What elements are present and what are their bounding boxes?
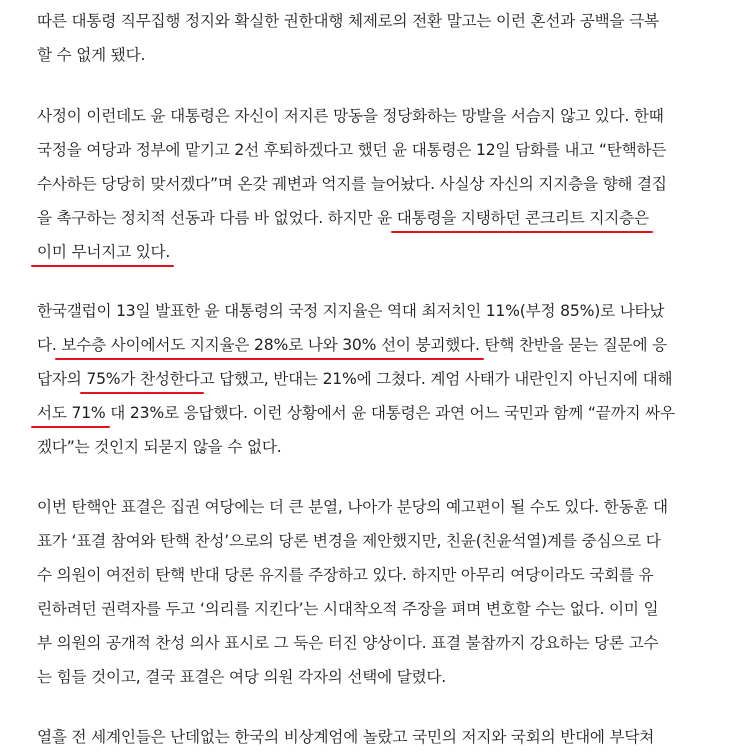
text-line (37, 396, 675, 430)
text-line: 따른 대통령 직무집행 정지와 확실한 권한대행 체제로의 전환 말고는 이런 혼선과 공백을 극복 (37, 12, 659, 30)
red-underlined-highlight: 보수층 사이에서도 지지율은 28%로 나와 30% 선이 붕괴했다. (61, 336, 480, 354)
text-line: 표가 ‘표결 참여와 탄핵 찬성’으로의 당론 변경을 제안했지만, 친윤(친윤석열)계를 중심으로 다 (37, 532, 661, 550)
text-line: 수사하든 당당히 맞서겠다”며 온갖 궤변과 억지를 늘어놨다. 사실상 자신의 지지층을 향해 결집 (37, 175, 667, 193)
text-line: 린하려던 권력자를 두고 ‘의리를 지킨다’는 시대착오적 주장을 펴며 변호할 수는 없다. 이미 일 (37, 600, 659, 618)
text-line (37, 362, 675, 396)
red-underlined-highlight: 서도 71% (37, 404, 106, 422)
paragraph-3 (37, 294, 675, 464)
text-line: 열흘 전 세계인들은 난데없는 한국의 비상계엄에 놀랐고 국민의 저지와 국회의 반대에 부닥쳐 (37, 728, 655, 746)
text-segment: 대 23%로 응답했다. 이런 상황에서 윤 대통령은 과연 어느 국민과 함께 “끝까지 싸우 (105, 404, 675, 422)
text-line: 한국갤럽이 13일 발표한 윤 대통령의 국정 지지율은 역대 최저치인 11%(부정 85%)로 나타났 (37, 302, 665, 320)
text-segment: 고 답했고, 반대는 21%에 그쳤다. 계엄 사태가 내란인지 아닌지에 대해 (199, 370, 673, 388)
text-line: 부 의원의 공개적 찬성 의사 표시로 그 둑은 터진 양상이다. 표결 불참까지 강요하는 당론 고수 (37, 634, 659, 652)
text-segment: 다. (37, 336, 62, 354)
text-segment: 답자의 (37, 370, 87, 388)
text-line: 국정을 여당과 정부에 맡기고 2선 후퇴하겠다고 했던 윤 대통령은 12일 담화를 내고 “탄핵하든 (37, 141, 667, 159)
text-line: 겠다”는 것인지 되묻지 않을 수 없다. (37, 438, 282, 456)
text-line (37, 328, 675, 362)
red-underlined-highlight: 대통령을 지탱하던 콘크리트 지지층은 (396, 209, 649, 227)
paragraph-4 (37, 490, 668, 694)
red-underlined-highlight: 75%가 찬성한다 (86, 370, 200, 388)
text-line (37, 235, 667, 269)
text-line: 수 의원이 여전히 탄핵 반대 당론 유지를 주장하고 있다. 하지만 아무리 여당이라도 국회를 유 (37, 566, 654, 584)
text-segment: 을 촉구하는 정치적 선동과 다름 바 없었다. 하지만 윤 (37, 209, 397, 227)
text-line (37, 201, 667, 235)
text-line: 는 힘들 것이고, 결국 표결은 여당 의원 각자의 선택에 달렸다. (37, 668, 447, 686)
paragraph-1 (37, 4, 659, 72)
paragraph-2 (37, 99, 667, 269)
paragraph-5 (37, 720, 654, 754)
text-line: 할 수 없게 됐다. (37, 46, 146, 64)
text-line: 이번 탄핵안 표결은 집권 여당에는 더 큰 분열, 나아가 분당의 예고편이 될 수도 있다. 한동훈 대 (37, 498, 668, 516)
text-line: 사정이 이런데도 윤 대통령은 자신이 저지른 망동을 정당화하는 망발을 서슴지 않고 있다. 한때 (37, 107, 664, 125)
red-underlined-highlight: 이미 무너지고 있다. (37, 243, 171, 261)
text-segment: 탄핵 찬반을 묻는 질문에 응 (479, 336, 667, 354)
